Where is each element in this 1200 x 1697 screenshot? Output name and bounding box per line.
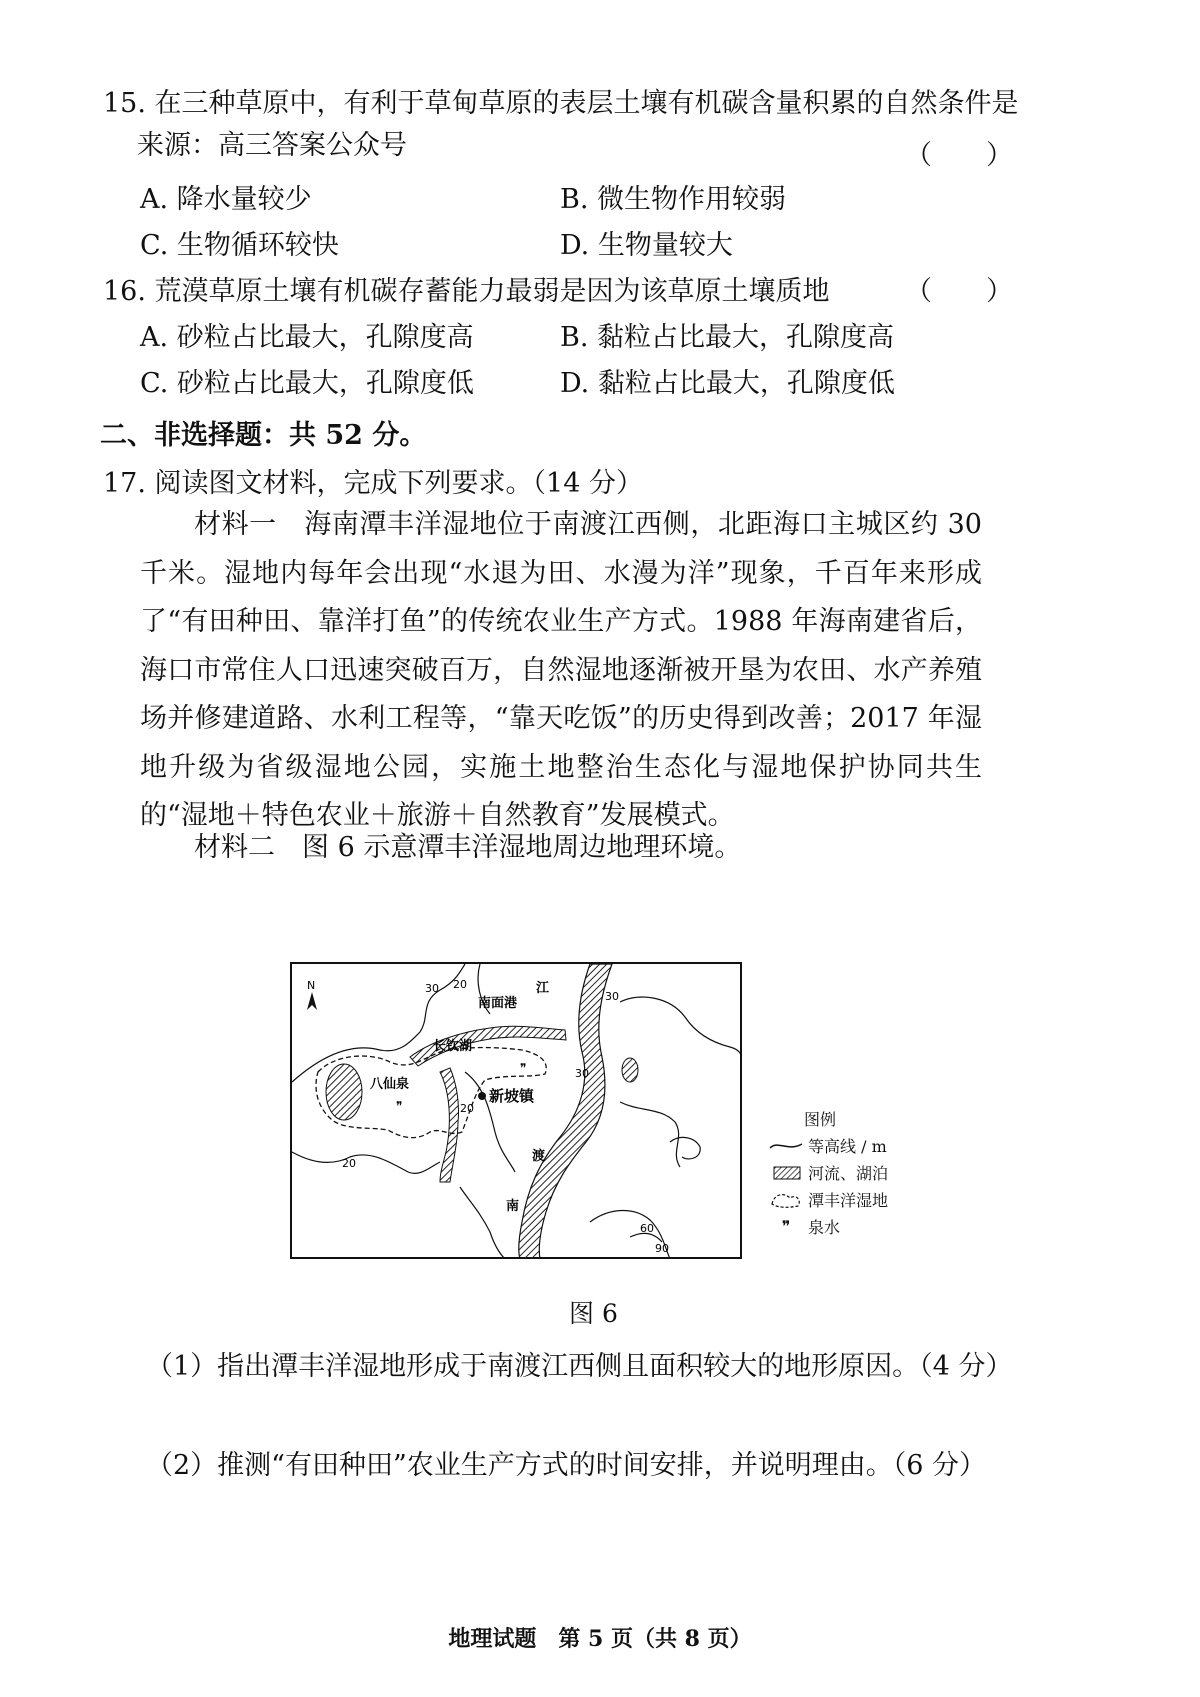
contour-label: 30 bbox=[575, 1067, 589, 1080]
town-dot-icon bbox=[478, 1092, 486, 1100]
q16-option-b: B. 黏粒占比最大，孔隙度高 bbox=[560, 322, 895, 353]
legend-river-label: 河流、湖泊 bbox=[808, 1164, 889, 1183]
page-footer: 地理试题 第 5 页（共 8 页） bbox=[448, 1626, 752, 1652]
q17-material-one: 材料一 海南潭丰洋湿地位于南渡江西侧，北距海口主城区约 30 千米。湿地内每年会出现“水退为田、水漫为洋”现象，千百年来形成了“有田种田、靠洋打鱼”的传统农业生产方式。1988 年海南建省后，海口市常住人口迅速突破百万，自然湿地逐渐被开垦为农田、水产养殖场并修建道路、水利工程等，“靠天吃饭”的历史得到改善；2017 年湿地升级为省级湿地公园，实施土地整治生态化与湿地保护协同共生的“湿地＋特色农业＋旅游＋自然教育”发展模式。 bbox=[140, 509, 982, 831]
q17-sub-question-2: （2）推测“有田种田”农业生产方式的时间安排，并说明理由。（6 分） bbox=[146, 1450, 987, 1481]
label-nan: 南 bbox=[506, 1199, 520, 1214]
q15-option-b: B. 微生物作用较弱 bbox=[560, 184, 787, 215]
legend-contour-label: 等高线 / m bbox=[808, 1137, 887, 1156]
q15-stem: 15. 在三种草原中，有利于草甸草原的表层土壤有机碳含量积累的自然条件是 bbox=[103, 88, 1019, 119]
legend-wetland bbox=[768, 1186, 888, 1213]
label-baxianquan: 八仙泉 bbox=[370, 1077, 410, 1092]
contour-label: 20 bbox=[460, 1102, 474, 1115]
contour-label: 30 bbox=[425, 982, 439, 995]
river-lake-icon bbox=[768, 1163, 804, 1183]
spring-icon: ❞ bbox=[520, 1061, 527, 1075]
q17-stem: 17. 阅读图文材料，完成下列要求。（14 分） bbox=[103, 468, 643, 499]
figure-caption: 图 6 bbox=[569, 1299, 618, 1328]
q16-option-c: C. 砂粒占比最大，孔隙度低 bbox=[140, 368, 474, 399]
lake-west bbox=[326, 1064, 362, 1120]
legend-wetland-label: 潭丰洋湿地 bbox=[808, 1191, 889, 1210]
contour-label: 20 bbox=[342, 1157, 356, 1170]
label-du: 渡 bbox=[532, 1149, 546, 1164]
label-jiang: 江 bbox=[536, 981, 550, 996]
q17-material-two: 材料二 图 6 示意潭丰洋湿地周边地理环境。 bbox=[194, 832, 742, 863]
legend-spring bbox=[768, 1213, 888, 1240]
q15-option-a: A. 降水量较少 bbox=[140, 184, 312, 215]
north-label: N bbox=[307, 979, 316, 992]
legend-river bbox=[768, 1159, 888, 1186]
contour-label: 90 bbox=[655, 1242, 669, 1255]
map-legend bbox=[768, 1105, 888, 1240]
legend-spring-label: 泉水 bbox=[808, 1218, 841, 1237]
q15-answer-paren: （ ） bbox=[905, 140, 1013, 171]
label-changqinhu: 长钦湖 bbox=[433, 1039, 473, 1054]
contour-label: 30 bbox=[605, 990, 619, 1003]
contour-label: 60 bbox=[640, 1222, 654, 1235]
q15-option-d: D. 生物量较大 bbox=[560, 230, 733, 261]
q16-option-d: D. 黏粒占比最大，孔隙度低 bbox=[560, 368, 895, 399]
section-heading: 二、非选择题：共 52 分。 bbox=[100, 420, 427, 451]
label-nanmiangang: 南面港 bbox=[478, 996, 518, 1011]
legend-title: 图例 bbox=[804, 1110, 837, 1129]
q15-source: 来源：高三答案公众号 bbox=[137, 130, 407, 161]
label-xinpozhen: 新坡镇 bbox=[489, 1087, 535, 1105]
contour-line-icon bbox=[768, 1136, 804, 1156]
q17-sub-question-1: （1）指出潭丰洋湿地形成于南渡江西侧且面积较大的地形原因。（4 分） bbox=[146, 1351, 1013, 1382]
wetland-boundary-icon bbox=[768, 1190, 804, 1210]
legend-contour bbox=[768, 1132, 888, 1159]
lake-east bbox=[622, 1058, 638, 1082]
q16-stem: 16. 荒漠草原土壤有机碳存蓄能力最弱是因为该草原土壤质地 bbox=[103, 276, 830, 307]
q16-option-a: A. 砂粒占比最大，孔隙度高 bbox=[140, 322, 474, 353]
spring-icon: ❞ bbox=[396, 1099, 403, 1113]
wetland-map bbox=[290, 962, 742, 1259]
contour-label: 20 bbox=[453, 978, 467, 991]
spring-icon: ❞ bbox=[781, 1216, 791, 1236]
q15-option-c: C. 生物循环较快 bbox=[140, 230, 339, 261]
q16-answer-paren: （ ） bbox=[905, 276, 1013, 307]
